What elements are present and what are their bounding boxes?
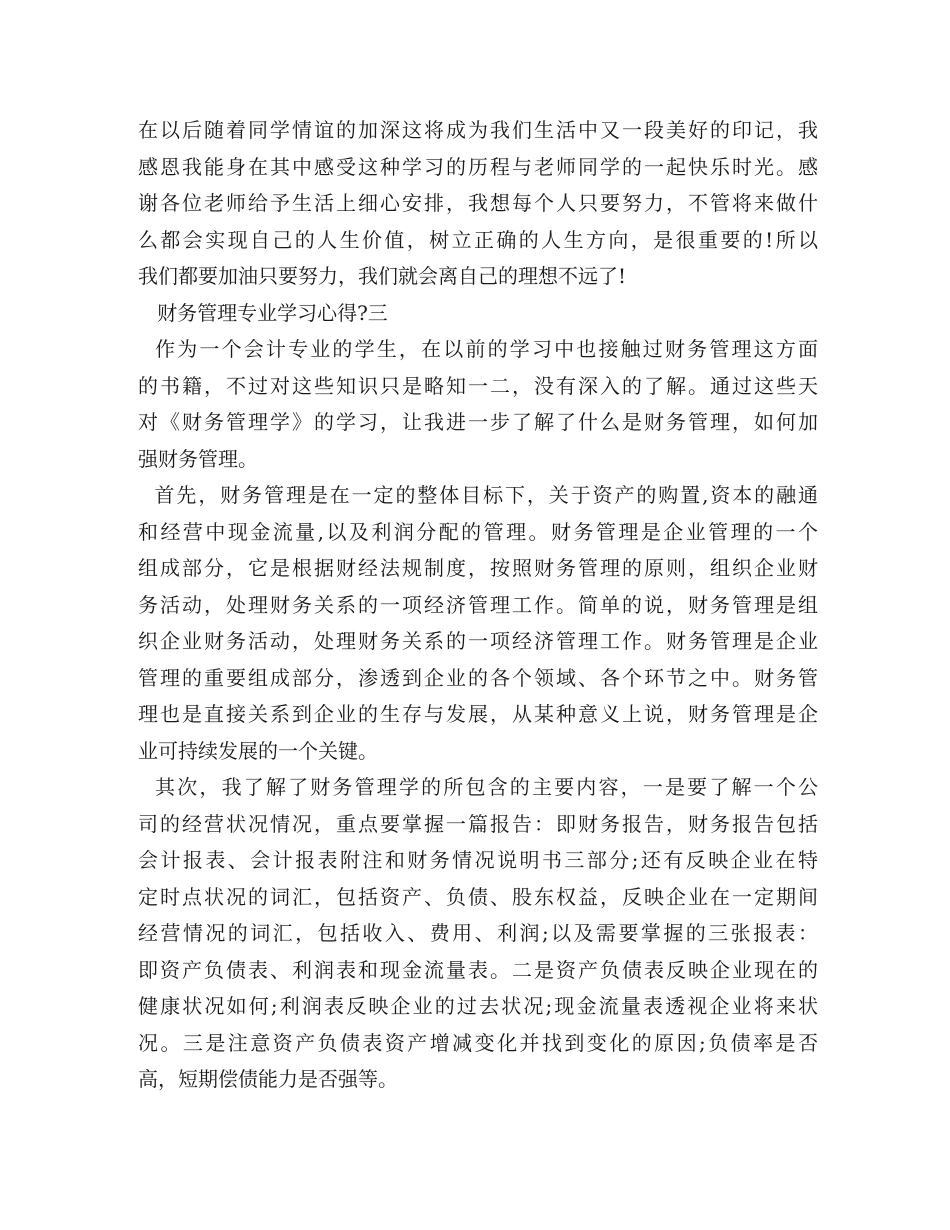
text-line: 我们都要加油只要努力，我们就会离自己的理想不远了! (138, 264, 627, 288)
text-line: 理也是直接关系到企业的生存与发展，从某种意义上说，财务管理是企 (138, 702, 818, 726)
text-line: 作为一个会计专业的学生，在以前的学习中也接触过财务管理这方面 (138, 337, 818, 361)
text-line: 司的经营状况情况，重点要掌握一篇报告：即财务报告，财务报告包括 (138, 811, 818, 836)
document-body (138, 112, 818, 1098)
text-line: 即资产负债表、利润表和现金流量表。二是资产负债表反映企业现在的 (138, 957, 818, 982)
text-line: 业可持续发展的一个关键。 (138, 738, 378, 763)
text-line: 健康状况如何;利润表反映企业的过去状况;现金流量表透视企业将来状 (138, 994, 818, 1018)
text-line: 定时点状况的词汇，包括资产、负债、股东权益，反映企业在一定期间 (138, 884, 818, 909)
text-line: 强财务管理。 (138, 446, 258, 471)
text-line: 高，短期偿债能力是否强等。 (138, 1067, 398, 1091)
text-line: 在以后随着同学情谊的加深这将成为我们生活中又一段美好的印记，我 (138, 118, 818, 142)
text-line: 其次，我了解了财务管理学的所包含的主要内容，一是要了解一个公 (138, 775, 818, 799)
text-line: 谢各位老师给予生活上细心安排，我想每个人只要努力，不管将来做什 (138, 191, 818, 215)
text-line: 感恩我能身在其中感受这种学习的历程与老师同学的一起快乐时光。感 (138, 154, 818, 179)
text-line: 的书籍，不过对这些知识只是略知一二，没有深入的了解。通过这些天 (138, 373, 818, 398)
text-line: 经营情况的词汇，包括收入、费用、利润;以及需要掌握的三张报表： (138, 921, 818, 945)
text-line: 会计报表、会计报表附注和财务情况说明书三部分;还有反映企业在特 (138, 848, 818, 872)
text-line: 和经营中现金流量,以及利润分配的管理。财务管理是企业管理的一个 (138, 519, 818, 544)
section-heading: 财务管理专业学习心得?三 (138, 300, 388, 325)
text-line: 织企业财务活动，处理财务关系的一项经济管理工作。财务管理是企业 (138, 629, 818, 653)
text-line: 务活动，处理财务关系的一项经济管理工作。简单的说，财务管理是组 (138, 592, 818, 617)
text-line: 对《财务管理学》的学习，让我进一步了解了什么是财务管理，如何加 (138, 410, 818, 434)
text-line: 管理的重要组成部分，渗透到企业的各个领域、各个环节之中。财务管 (138, 665, 818, 690)
text-line: 首先，财务管理是在一定的整体目标下，关于资产的购置,资本的融通 (138, 483, 818, 507)
text-line: 组成部分，它是根据财经法规制度，按照财务管理的原则，组织企业财 (138, 556, 818, 580)
text-line: 么都会实现自己的人生价值，树立正确的人生方向，是很重要的!所以 (138, 227, 818, 252)
text-line: 况。三是注意资产负债表资产增减变化并找到变化的原因;负债率是否 (138, 1030, 818, 1055)
